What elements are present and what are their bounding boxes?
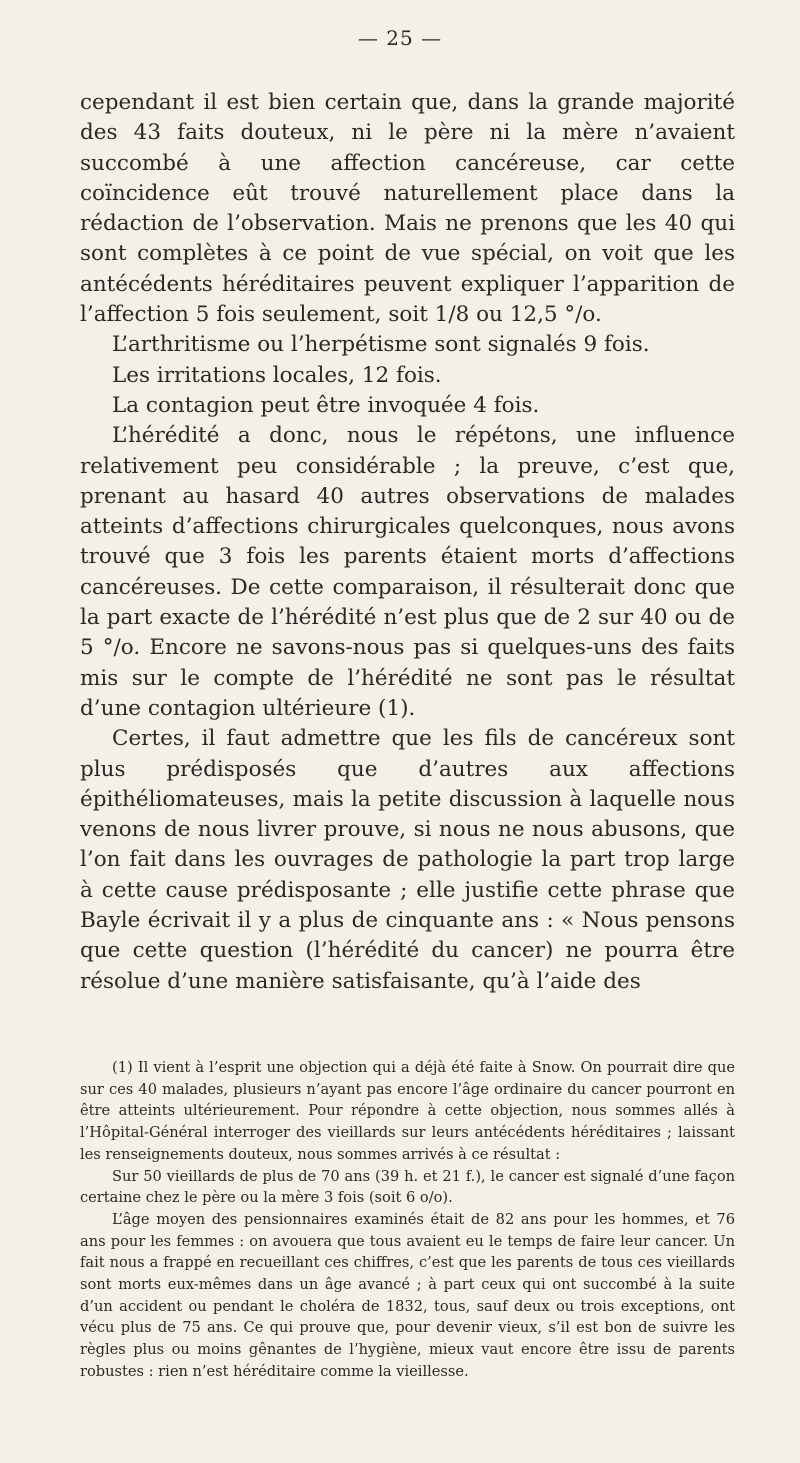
paragraph-4: La contagion peut être invoquée 4 fois. — [112, 392, 540, 418]
main-text — [80, 88, 735, 997]
footnotes — [80, 1057, 735, 1383]
footnote-1: (1) Il vient à l’esprit une objection qui a déjà été faite à Snow. On pourrait dire que sur ces 40 malades, plusieurs n’ayant pas encore l’âge ordinaire du cancer pourront en être atteints ultérieurement. Pour répondre à cette objection, nous sommes allés à l’Hôpital-Général interroger des vieillards sur leurs antécédents héréditaires ; laissant les renseignements douteux, nous sommes arrivés à ce résultat : — [80, 1059, 735, 1163]
paragraph-2: L’arthritisme ou l’herpétisme sont signalés 9 fois. — [112, 332, 650, 358]
paragraph-6: Certes, il faut admettre que les fils de cancéreux sont plus prédisposés que d’autres aux affections épithéliomateuses, mais la petite discussion à laquelle nous venons de nous livrer prouve, si nous ne nous abusons, que l’on fait dans les ouvrages de pathologie la part trop large à cette cause prédisposante ; elle justifie cette phrase que Bayle écrivait il y a plus de cinquante ans : « Nous pensons que cette question (l’hérédité du cancer) ne pourra être résolue d’une manière satisfaisante, qu’à l’aide des — [80, 726, 735, 994]
paragraph-1: cependant il est bien certain que, dans la grande majorité des 43 faits douteux, ni le père ni la mère n’avaient succombé à une affection cancéreuse, car cette coïncidence eût trouvé naturellement place dans la rédaction de l’observation. Mais ne prenons que les 40 qui sont complètes à ce point de vue spécial, on voit que les antécédents héréditaires peuvent expliquer l’apparition de l’affection 5 fois seulement, soit 1/8 ou 12,5 °/o. — [80, 90, 735, 328]
paragraph-3: Les irritations locales, 12 fois. — [112, 362, 442, 388]
page-number: — 25 — — [357, 26, 443, 50]
footnote-3: L’âge moyen des pensionnaires examinés était de 82 ans pour les hommes, et 76 ans pour les femmes : on avouera que tous avaient eu le temps de faire leur cancer. Un fait nous a frappé en recueillant ces chiffres, c’est que les parents de tous ces vieillards sont morts eux-mêmes dans un âge avancé ; à part ceux qui ont succombé à la suite d’un accident ou pendant le choléra de 1832, tous, sauf deux ou trois exceptions, ont vécu plus de 75 ans. Ce qui prouve que, pour devenir vieux, s’il est bon de suivre les règles plus ou moins gênantes de l’hygiène, mieux vaut encore être issu de parents robustes : rien n’est héréditaire comme la vieillesse. — [80, 1210, 735, 1380]
paragraph-5: L’hérédité a donc, nous le répétons, une influence relativement peu considérable ; la preuve, c’est que, prenant au hasard 40 autres observations de malades atteints d’affections chirurgicales quelconques, nous avons trouvé que 3 fois les parents étaient morts d’affections cancéreuses. De cette comparaison, il résulterait donc que la part exacte de l’hérédité n’est plus que de 2 sur 40 ou de 5 °/o. Encore ne savons-nous pas si quelques-uns des faits mis sur le compte de l’hérédité ne sont pas le résultat d’une contagion ultérieure (1). — [80, 423, 735, 721]
footnote-2: Sur 50 vieillards de plus de 70 ans (39 h. et 21 f.), le cancer est signalé d’une façon certaine chez le père ou la mère 3 fois (soit 6 o/o). — [80, 1167, 735, 1207]
